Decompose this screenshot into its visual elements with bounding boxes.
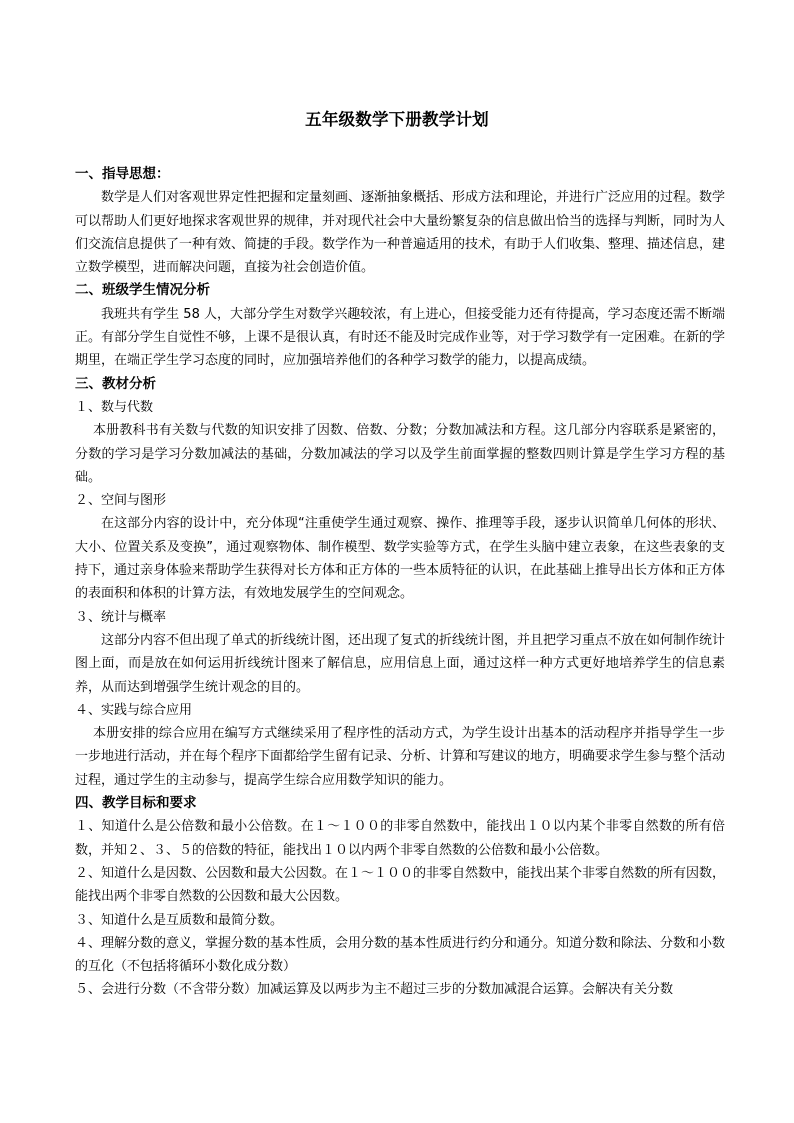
goal-item: １、知道什么是公倍数和最小公倍数。在１～１００的非零自然数中，能找出１０以内某个非零自然数的所有倍数，并知２、３、５的倍数的特征，能找出１０以内两个非零自然数的公倍数和最小公倍数。 xyxy=(75,819,725,858)
goal-item: ４、理解分数的意义，掌握分数的基本性质，会用分数的基本性质进行约分和通分。知道分数和除法、分数和小数的互化（不包括将循环小数化成分数） xyxy=(75,935,726,975)
subsection-text-statistics: 这部分内容不但出现了单式的折线统计图，还出现了复式的折线统计图，并且把学习重点不放在如何制作统计图上面，而是放在如何运用折线统计图来了解信息，应用信息上面，通过这样一种方式更好地培养学生的信息素养，从而达到增强学生统计观念的目的。 xyxy=(75,632,726,695)
document-body xyxy=(75,163,725,1002)
goal-item: ３、知道什么是互质数和最简分数。 xyxy=(75,912,284,928)
subsection-title-number-algebra: １、数与代数 xyxy=(75,399,154,415)
section-heading-goals: 四、教学目标和要求 xyxy=(75,795,197,812)
goal-item: ５、会进行分数（不含带分数）加减运算及以两步为主不超过三步的分数加减混合运算。会解决有关分数 xyxy=(75,982,674,998)
subsection-text-space-geometry: 在这部分内容的设计中，充分体现“注重使学生通过观察、操作、推理等手段，逐步认识简单几何体的形状、大小、位置关系及变换”，通过观察物体、制作模型、数学实验等方式，在学生头脑中建立表象，在这些表象的支持下，通过亲身体验来帮助学生获得对长方体和正方体的一些本质特征的认识，在此基础上推导出长方体和正方体的表面积和体积的计算方法，有效地发展学生的空间观念。 xyxy=(75,516,726,602)
subsection-title-practice: ４、实践与综合应用 xyxy=(75,702,193,718)
class-analysis-paragraph: 我班共有学生 58 人，大部分学生对数学兴趣较浓，有上进心，但接受能力还有待提高，学习态度还需不断端正。有部分学生自觉性不够，上课不是很认真，有时还不能及时完成作业等，对于学习数学有一定困难。在新的学期里，在端正学生学习态度的同时，应加强培养他们的各种学习数学的能力，以提高成绩。 xyxy=(75,306,726,369)
section-heading-class-analysis: 二、班级学生情况分析 xyxy=(75,282,210,299)
goal-item: ２、知道什么是因数、公因数和最大公因数。在１～１００的非零自然数中，能找出某个非零自然数的所有因数，能找出两个非零自然数的公因数和最大公因数。 xyxy=(75,865,726,905)
subsection-title-space-geometry: ２、空间与图形 xyxy=(75,493,167,509)
subsection-text-practice: 本册安排的综合应用在编写方式继续采用了程序性的活动方式，为学生设计出基本的活动程序并指导学生一步一步地进行活动，并在每个程序下面都给学生留有记录、分析、计算和写建议的地方，明确要求学生参与整个活动过程，通过学生的主动参与，提高学生综合应用数学知识的能力。 xyxy=(75,726,726,788)
section-heading-guiding-thought: 一、指导思想： xyxy=(75,166,170,182)
subsection-title-statistics: ３、统计与概率 xyxy=(75,609,167,625)
document-title: 五年级数学下册教学计划 xyxy=(305,110,489,129)
section-heading-textbook-analysis: 三、教材分析 xyxy=(75,375,156,392)
guiding-thought-paragraph: 数学是人们对客观世界定性把握和定量刻画、逐渐抽象概括、形成方法和理论，并进行广泛应用的过程。数学可以帮助人们更好地探求客观世界的规律，并对现代社会中大量纷繁复杂的信息做出恰当的选择与判断，同时为人们交流信息提供了一种有效、简捷的手段。数学作为一种普遍适用的技术，有助于人们收集、整理、描述信息，建立数学模型，进而解决问题，直接为社会创造价值。 xyxy=(75,190,726,276)
subsection-text-number-algebra: 本册教科书有关数与代数的知识安排了因数、倍数、分数；分数加减法和方程。这几部分内容联系是紧密的，分数的学习是学习分数加减法的基础，分数加减法的学习以及学生前面掌握的整数四则计算是学生学习方程的基础。 xyxy=(75,423,725,485)
